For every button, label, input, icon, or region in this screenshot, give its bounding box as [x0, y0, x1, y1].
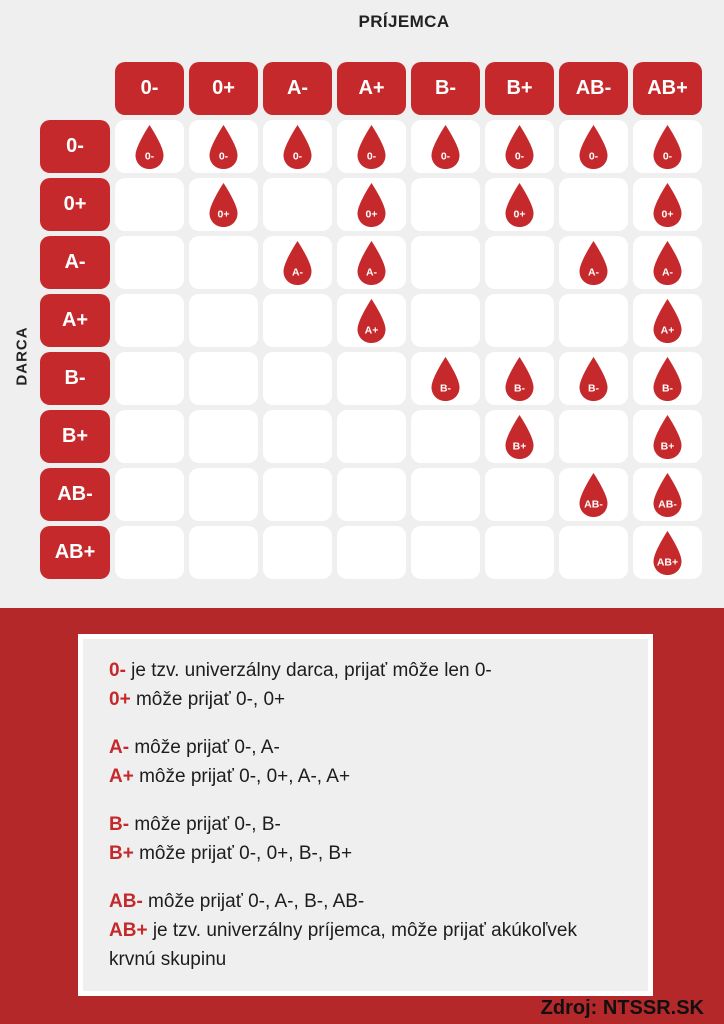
matrix-cell-ab+-to-0+: [189, 526, 258, 579]
blood-drop-label: AB-: [658, 498, 677, 510]
blood-drop-icon: [575, 356, 612, 402]
legend-line-ab+: [109, 916, 622, 974]
matrix-cell-b--to-ab+: [633, 352, 702, 405]
row-header-b-: B-: [40, 352, 110, 405]
matrix-cell-b+-to-ab+: [633, 410, 702, 463]
legend-line-a+: [109, 762, 622, 791]
legend-text: môže prijať 0-, 0+, B-, B+: [133, 843, 353, 864]
blood-drop-icon: [649, 530, 686, 576]
blood-drop-label: A-: [587, 266, 600, 278]
blood-drop-icon: [649, 298, 686, 344]
row-header-a-: A-: [40, 236, 110, 289]
matrix-cell-b+-to-0+: [189, 410, 258, 463]
legend-line-0-: [109, 656, 622, 685]
blood-drop-label: B+: [660, 440, 675, 452]
blood-drop-label: 0-: [588, 150, 599, 162]
blood-drop-icon: [649, 472, 686, 518]
legend-panel: [78, 634, 653, 996]
matrix-cell-b+-to-b-: [411, 410, 480, 463]
blood-drop-label: 0+: [513, 208, 526, 220]
matrix-cell-ab+-to-a-: [263, 526, 332, 579]
column-header-0-: 0-: [115, 62, 184, 115]
matrix-cell-b--to-ab-: [559, 352, 628, 405]
legend-blood-type: 0-: [109, 660, 126, 681]
legend-paragraph: [109, 887, 622, 974]
legend-line-0+: [109, 685, 622, 714]
legend-blood-type: AB-: [109, 891, 143, 912]
blood-drop-icon: [649, 182, 686, 228]
column-header-a-: A-: [263, 62, 332, 115]
blood-drop-icon: [205, 182, 242, 228]
compatibility-matrix: [40, 62, 702, 579]
matrix-cell-0--to-0-: [115, 120, 184, 173]
matrix-cell-a--to-ab-: [559, 236, 628, 289]
blood-drop-label: A-: [365, 266, 378, 278]
matrix-cell-b--to-0-: [115, 352, 184, 405]
blood-drop-label: 0-: [514, 150, 525, 162]
legend-text: môže prijať 0-, 0+: [130, 689, 286, 710]
matrix-cell-ab--to-ab-: [559, 468, 628, 521]
blood-drop-icon: [279, 240, 316, 286]
matrix-cell-ab+-to-a+: [337, 526, 406, 579]
blood-drop-icon: [575, 472, 612, 518]
blood-drop-icon: [649, 414, 686, 460]
blood-drop-icon: [353, 182, 390, 228]
matrix-cell-b+-to-ab-: [559, 410, 628, 463]
row-header-ab-: AB-: [40, 468, 110, 521]
blood-drop-icon: [353, 298, 390, 344]
blood-drop-label: A-: [661, 266, 674, 278]
matrix-cell-ab+-to-0-: [115, 526, 184, 579]
matrix-cell-b--to-b+: [485, 352, 554, 405]
legend-text: je tzv. univerzálny darca, prijať môže len 0-: [125, 660, 492, 681]
row-header-a+: A+: [40, 294, 110, 347]
legend-line-a-: [109, 733, 622, 762]
column-header-0+: 0+: [189, 62, 258, 115]
legend-blood-type: 0+: [109, 689, 131, 710]
matrix-corner: [40, 62, 110, 115]
matrix-cell-a+-to-a+: [337, 294, 406, 347]
blood-drop-label: B-: [661, 382, 674, 394]
matrix-cell-b--to-b-: [411, 352, 480, 405]
matrix-cell-a--to-a+: [337, 236, 406, 289]
blood-drop-label: B-: [587, 382, 600, 394]
legend-text: môže prijať 0-, A-: [129, 737, 280, 758]
matrix-cell-a+-to-0-: [115, 294, 184, 347]
blood-drop-label: 0-: [218, 150, 229, 162]
matrix-cell-a+-to-b-: [411, 294, 480, 347]
blood-drop-label: 0-: [144, 150, 155, 162]
matrix-cell-0--to-0+: [189, 120, 258, 173]
column-header-b+: B+: [485, 62, 554, 115]
matrix-cell-b+-to-b+: [485, 410, 554, 463]
matrix-cell-b--to-0+: [189, 352, 258, 405]
blood-drop-icon: [501, 414, 538, 460]
matrix-cell-a--to-0+: [189, 236, 258, 289]
legend-paragraph: [109, 733, 622, 791]
legend-text: môže prijať 0-, 0+, A-, A+: [133, 766, 351, 787]
matrix-cell-ab--to-b+: [485, 468, 554, 521]
matrix-cell-ab--to-b-: [411, 468, 480, 521]
legend-line-ab-: [109, 887, 622, 916]
blood-drop-icon: [279, 124, 316, 170]
blood-drop-label: B+: [512, 440, 527, 452]
matrix-cell-0+-to-ab-: [559, 178, 628, 231]
matrix-cell-a+-to-ab+: [633, 294, 702, 347]
legend-blood-type: A-: [109, 737, 130, 758]
blood-drop-icon: [575, 240, 612, 286]
matrix-cell-0+-to-0+: [189, 178, 258, 231]
matrix-cell-0+-to-0-: [115, 178, 184, 231]
blood-drop-label: B-: [513, 382, 526, 394]
matrix-cell-a+-to-ab-: [559, 294, 628, 347]
legend-line-b+: [109, 839, 622, 868]
blood-drop-label: A-: [291, 266, 304, 278]
row-header-0-: 0-: [40, 120, 110, 173]
matrix-cell-a--to-b-: [411, 236, 480, 289]
matrix-cell-0--to-ab+: [633, 120, 702, 173]
blood-drop-label: B-: [439, 382, 452, 394]
column-header-a+: A+: [337, 62, 406, 115]
blood-drop-label: 0-: [662, 150, 673, 162]
matrix-cell-a+-to-0+: [189, 294, 258, 347]
matrix-cell-ab+-to-b-: [411, 526, 480, 579]
matrix-cell-0+-to-b-: [411, 178, 480, 231]
matrix-cell-a--to-a-: [263, 236, 332, 289]
matrix-cell-0+-to-a-: [263, 178, 332, 231]
legend-blood-type: AB+: [109, 920, 148, 941]
matrix-cell-0+-to-b+: [485, 178, 554, 231]
blood-drop-label: 0+: [217, 208, 230, 220]
legend-band: [0, 608, 724, 1024]
blood-drop-label: AB+: [656, 556, 679, 568]
matrix-cell-ab--to-a+: [337, 468, 406, 521]
blood-drop-icon: [205, 124, 242, 170]
donor-axis-title: DARCA: [13, 326, 31, 386]
blood-drop-icon: [353, 124, 390, 170]
matrix-cell-ab--to-0-: [115, 468, 184, 521]
matrix-cell-0--to-ab-: [559, 120, 628, 173]
matrix-cell-0--to-a-: [263, 120, 332, 173]
blood-drop-icon: [353, 240, 390, 286]
matrix-cell-b--to-a+: [337, 352, 406, 405]
matrix-cell-b+-to-a+: [337, 410, 406, 463]
blood-drop-label: A+: [364, 324, 379, 336]
row-header-ab+: AB+: [40, 526, 110, 579]
blood-drop-label: 0+: [661, 208, 674, 220]
legend-blood-type: A+: [109, 766, 134, 787]
blood-drop-label: AB-: [584, 498, 603, 510]
column-header-b-: B-: [411, 62, 480, 115]
matrix-cell-a--to-ab+: [633, 236, 702, 289]
matrix-cell-0--to-b-: [411, 120, 480, 173]
source-credit: Zdroj: NTSSR.SK: [540, 997, 704, 1019]
blood-drop-icon: [501, 124, 538, 170]
blood-drop-label: 0-: [292, 150, 303, 162]
row-header-0+: 0+: [40, 178, 110, 231]
blood-drop-icon: [131, 124, 168, 170]
blood-drop-icon: [427, 124, 464, 170]
column-header-ab+: AB+: [633, 62, 702, 115]
legend-text: môže prijať 0-, B-: [129, 814, 281, 835]
matrix-cell-ab+-to-ab+: [633, 526, 702, 579]
blood-drop-icon: [649, 124, 686, 170]
matrix-cell-0--to-a+: [337, 120, 406, 173]
blood-drop-icon: [501, 356, 538, 402]
matrix-cell-b--to-a-: [263, 352, 332, 405]
matrix-cell-0--to-b+: [485, 120, 554, 173]
blood-drop-icon: [649, 356, 686, 402]
matrix-cell-0+-to-a+: [337, 178, 406, 231]
matrix-cell-a--to-0-: [115, 236, 184, 289]
blood-drop-icon: [575, 124, 612, 170]
matrix-cell-ab--to-0+: [189, 468, 258, 521]
blood-drop-label: 0+: [365, 208, 378, 220]
blood-drop-label: 0-: [440, 150, 451, 162]
legend-text: je tzv. univerzálny príjemca, môže prijať akúkoľvek krvnú skupinu: [109, 920, 577, 970]
legend-blood-type: B-: [109, 814, 130, 835]
matrix-cell-b+-to-a-: [263, 410, 332, 463]
matrix-cell-a--to-b+: [485, 236, 554, 289]
matrix-cell-0+-to-ab+: [633, 178, 702, 231]
recipient-axis-title: PRÍJEMCA: [358, 12, 450, 31]
matrix-cell-ab--to-a-: [263, 468, 332, 521]
matrix-cell-ab+-to-b+: [485, 526, 554, 579]
matrix-cell-a+-to-a-: [263, 294, 332, 347]
legend-blood-type: B+: [109, 843, 134, 864]
matrix-cell-ab+-to-ab-: [559, 526, 628, 579]
matrix-cell-b+-to-0-: [115, 410, 184, 463]
row-header-b+: B+: [40, 410, 110, 463]
legend-paragraph: [109, 656, 622, 714]
legend-paragraph: [109, 810, 622, 868]
matrix-cell-a+-to-b+: [485, 294, 554, 347]
legend-line-b-: [109, 810, 622, 839]
column-header-ab-: AB-: [559, 62, 628, 115]
legend-text: môže prijať 0-, A-, B-, AB-: [142, 891, 365, 912]
blood-drop-label: A+: [660, 324, 675, 336]
blood-drop-icon: [501, 182, 538, 228]
matrix-cell-ab--to-ab+: [633, 468, 702, 521]
blood-drop-icon: [649, 240, 686, 286]
blood-drop-icon: [427, 356, 464, 402]
blood-drop-label: 0-: [366, 150, 377, 162]
